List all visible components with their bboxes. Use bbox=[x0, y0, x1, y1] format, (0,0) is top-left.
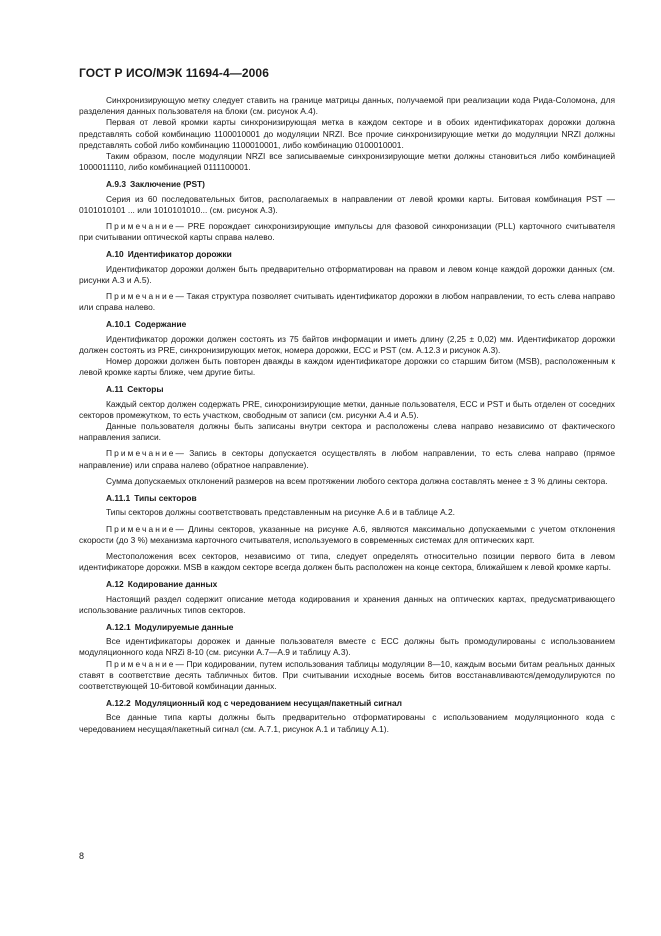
note bbox=[79, 291, 615, 313]
paragraph: Местоположения всех секторов, независимо от типа, следует определять относительно позиции первого бита в левом идентификаторе дорожки. MSB в каждом секторе всегда должен быть расположен на конце сектора, ближайшем к левой кромке карты. bbox=[79, 550, 615, 573]
note bbox=[79, 524, 615, 546]
note-text: — При кодировании, путем использования таблицы модуляции 8—10, каждым восьми битам реальных данных ставят в соответствие десять табличных битов. При считывании исходные восемь битов восстанавливаются/демодулируются по соответствующей 10-битовой комбинации данных. bbox=[79, 658, 615, 691]
section-title: Содержание bbox=[134, 319, 187, 330]
note-label: Примечание bbox=[106, 523, 176, 534]
section-title: Секторы bbox=[127, 384, 164, 395]
paragraph: Номер дорожки должен быть повторен дважды в каждом идентификаторе дорожки со старшим битом (MSB), расположенным к левой кромке карты ближе, чем другие биты. bbox=[79, 356, 615, 378]
note bbox=[79, 659, 615, 693]
section-title: Типы секторов bbox=[134, 493, 197, 504]
paragraph: Синхронизирующую метку следует ставить на границе матрицы данных, получаемой при реализации кода Рида-Соломона, для разделения данных пользователя на блоки (см. рисунок А.4). bbox=[79, 95, 615, 117]
paragraph: Данные пользователя должны быть записаны внутри сектора и расположены слева направо независимо от фактического направления записи. bbox=[79, 421, 615, 443]
paragraph: Сумма допускаемых отклонений размеров на всем протяжении любого сектора должна составлять менее ± 3 % длины сектора. bbox=[106, 475, 608, 486]
note-label: Примечание bbox=[106, 221, 176, 232]
section-number: А.10.1 bbox=[106, 319, 131, 330]
section-number: А.11 bbox=[106, 384, 124, 395]
note-text: — Запись в секторы допускается осуществлять в любом направлении, то есть слева направо (прямое направление) или справа налево (обратное направление). bbox=[79, 448, 615, 470]
section-heading-a12 bbox=[79, 579, 615, 590]
paragraph: Все идентификаторы дорожек и данные пользователя вместе с ECC должны быть промодулированы с использованием модуляционного кода NRZi 8-10 (см. рисунки А.7—А.9 и таблицу А.3). bbox=[79, 636, 615, 658]
note-text: — PRE порождает синхронизирующие импульсы для фазовой синхронизации (PLL) карточного считывателя при считывании оптической карты справа налево. bbox=[79, 221, 615, 243]
section-number: А.12 bbox=[106, 579, 124, 590]
section-heading-a10 bbox=[79, 249, 615, 260]
note-text: — Длины секторов, указанные на рисунке А.6, являются максимально допускаемыми с учетом отклонения скорости (до 3 %) механизма карточного считывателя, используемого в современных системах для оптических карт. bbox=[79, 523, 615, 545]
paragraph: Настоящий раздел содержит описание метода кодирования и хранения данных на оптических картах, предусматривающего использование различных типов секторов. bbox=[79, 593, 615, 615]
section-heading-a93 bbox=[79, 179, 615, 190]
section-title: Кодирование данных bbox=[127, 579, 218, 590]
section-heading-a111 bbox=[79, 493, 615, 504]
section-number: А.12.2 bbox=[106, 698, 131, 709]
paragraph: Все данные типа карты должны быть предварительно отформатированы с использованием модуляционного кода с чередованием несущая/пакетный сигнал (см. А.7.1, рисунок А.1 и таблицу А.1). bbox=[79, 712, 615, 734]
section-heading-a101 bbox=[79, 319, 615, 330]
note-label: Примечание bbox=[106, 291, 176, 302]
note-label: Примечание bbox=[106, 658, 176, 669]
section-number: А.11.1 bbox=[106, 493, 131, 504]
paragraph: Таким образом, после модуляции NRZI все записываемые синхронизирующие метки должны становиться либо комбинацией 1000011110, либо комбинацией 0111100001. bbox=[79, 151, 615, 173]
page-number: 8 bbox=[79, 851, 85, 861]
note-label: Примечание bbox=[106, 448, 176, 459]
section-number: А.10 bbox=[106, 249, 124, 260]
note-text: — Такая структура позволяет считывать идентификатор дорожки в любом направлении, то есть слева направо или справа налево. bbox=[79, 291, 615, 313]
section-heading-a122 bbox=[79, 698, 615, 709]
paragraph: Первая от левой кромки карты синхронизирующая метка в каждом секторе и в обоих идентификаторах дорожки должна представлять собой комбинацию 1100010001 до модуляции NRZI. Все прочие синхронизирующие метки до модуляции NRZI должны представлять собой либо комбинацию 1100010001, либо комбинацию 0100010001. bbox=[79, 117, 615, 150]
section-title: Модулируемые данные bbox=[134, 621, 234, 632]
document-header: ГОСТ Р ИСО/МЭК 11694-4—2006 bbox=[79, 66, 269, 80]
section-title: Модуляционный код с чередованием несущая/пакетный сигнал bbox=[134, 698, 402, 709]
section-number: А.12.1 bbox=[106, 621, 131, 632]
section-heading-a121 bbox=[79, 622, 615, 633]
paragraph: Серия из 60 последовательных битов, располагаемых в направлении от левой кромки карты. Битовая комбинация PST — 0101010101 ... или 1010101010... (см. рисунок А.3). bbox=[79, 193, 615, 215]
paragraph: Идентификатор дорожки должен состоять из 75 байтов информации и иметь длину (2,25 ± 0,02) мм. Идентификатор дорожки должен состоять из PRE, синхронизирующих меток, номера дорожки, ECC и PST (см. А.12.3 и рисунок А.3). bbox=[79, 333, 615, 355]
section-title: Идентификатор дорожки bbox=[127, 249, 232, 260]
note bbox=[79, 221, 615, 243]
section-title: Заключение (PST) bbox=[130, 179, 205, 190]
note bbox=[79, 448, 615, 470]
paragraph: Типы секторов должны соответствовать представленным на рисунке А.6 и в таблице А.2. bbox=[106, 507, 455, 518]
section-heading-a11 bbox=[79, 384, 615, 395]
paragraph: Идентификатор дорожки должен быть предварительно отформатирован на правом и левом конце каждой дорожки данных (см. рисунки А.3 и А.5). bbox=[79, 263, 615, 285]
section-number: А.9.3 bbox=[106, 179, 127, 190]
paragraph: Каждый сектор должен содержать PRE, синхронизирующие метки, данные пользователя, ECC и PST и быть отделен от соседних секторов промежутком, то есть участком, свободным от записи (см. рисунки А.4 и А.5). bbox=[79, 398, 615, 420]
page-body bbox=[79, 95, 615, 735]
